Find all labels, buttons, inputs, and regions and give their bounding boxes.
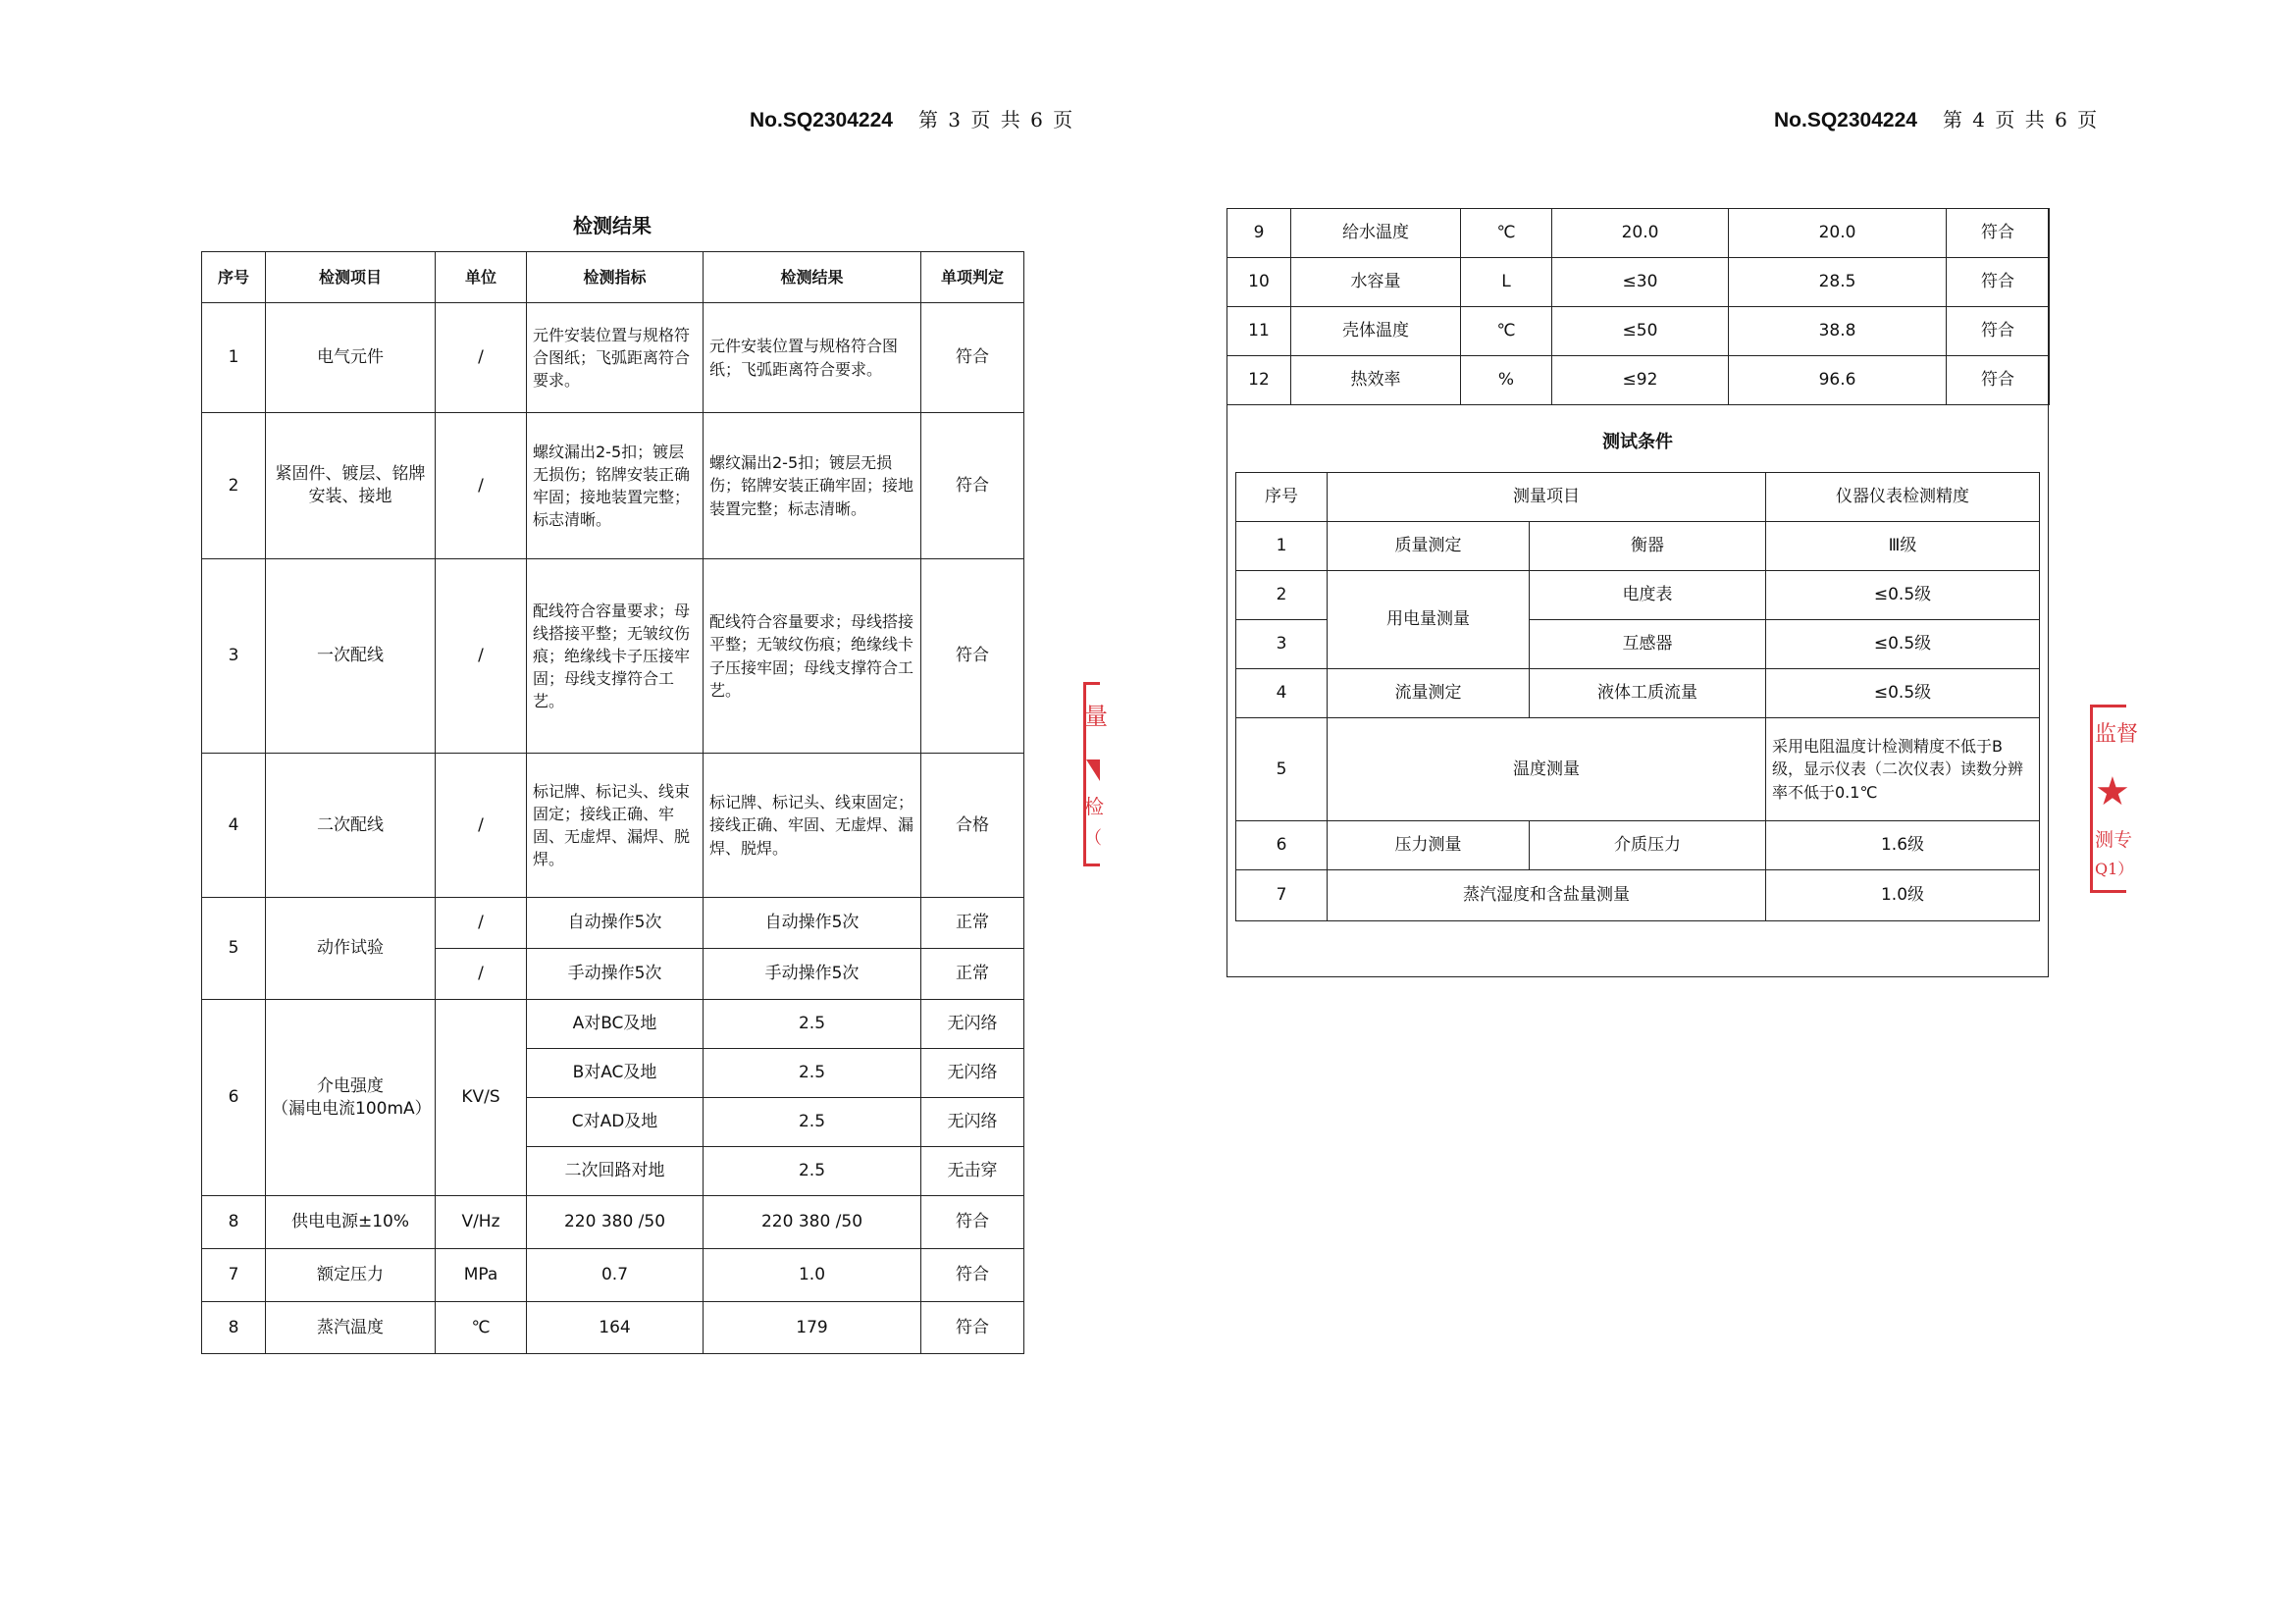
table-row <box>1227 209 2050 258</box>
star-icon <box>1086 759 1100 781</box>
row-result: 1.0 <box>704 1249 921 1302</box>
row-unit: L <box>1461 258 1552 307</box>
row-no: 8 <box>202 1302 266 1354</box>
row-instrument: 互感器 <box>1530 620 1766 669</box>
row-item: 动作试验 <box>266 898 436 1000</box>
row-no: 6 <box>202 1000 266 1196</box>
row-no: 12 <box>1227 356 1291 405</box>
row-item: 给水温度 <box>1291 209 1461 258</box>
row-item: 蒸汽温度 <box>266 1302 436 1354</box>
row-spec: 220 380 /50 <box>527 1196 704 1249</box>
dielectric-note: （漏电电流100mA） <box>272 1098 432 1119</box>
header-cell: 检测结果 <box>704 252 921 303</box>
table-row <box>1227 258 2050 307</box>
stamp-char: （ <box>1084 828 1102 849</box>
row-verdict: 符合 <box>921 1196 1024 1249</box>
row-item: 紧固件、镀层、铭牌安装、接地 <box>266 413 436 559</box>
row-spec: C对AD及地 <box>527 1098 704 1147</box>
table-row <box>202 559 1024 754</box>
results-title: 检测结果 <box>573 214 652 237</box>
row-precision: ≤0.5级 <box>1766 620 2040 669</box>
table-row <box>1236 571 2040 620</box>
row-result: 自动操作5次 <box>704 898 921 949</box>
row-unit: / <box>436 303 527 413</box>
row-verdict: 正常 <box>921 949 1024 1000</box>
row-spec: ≤50 <box>1552 307 1729 356</box>
header-cell: 测量项目 <box>1328 473 1766 522</box>
row-unit: ℃ <box>1461 307 1552 356</box>
row-no: 7 <box>1236 870 1328 921</box>
row-precision: ≤0.5级 <box>1766 669 2040 718</box>
table-row <box>202 754 1024 898</box>
row-result: 配线符合容量要求；母线搭接平整；无皱纹伤痕；绝缘线卡子压接牢固；母线支撑符合工艺。 <box>704 559 921 754</box>
row-spec: 二次回路对地 <box>527 1147 704 1196</box>
row-precision: 1.0级 <box>1766 870 2040 921</box>
row-unit: / <box>436 898 527 949</box>
row-instrument: 介质压力 <box>1530 821 1766 870</box>
stamp-char: Q1） <box>2095 860 2134 878</box>
row-item: 供电电源±10% <box>266 1196 436 1249</box>
row-precision: 采用电阻温度计检测精度不低于B级，显示仪表（二次仪表）读数分辨率不低于0.1℃ <box>1766 718 2040 821</box>
row-no: 3 <box>1236 620 1328 669</box>
row-verdict: 符合 <box>1947 307 2050 356</box>
row-item: 一次配线 <box>266 559 436 754</box>
row-verdict: 符合 <box>1947 209 2050 258</box>
row-item: 流量测定 <box>1328 669 1530 718</box>
row-no: 1 <box>1236 522 1328 571</box>
row-item: 用电量测量 <box>1328 571 1530 669</box>
table-row <box>202 1196 1024 1249</box>
row-precision: Ⅲ级 <box>1766 522 2040 571</box>
row-spec: B对AC及地 <box>527 1049 704 1098</box>
row-instrument: 液体工质流量 <box>1530 669 1766 718</box>
doc-number: No.SQ2304224 <box>1774 109 1917 131</box>
row-verdict: 无闪络 <box>921 1000 1024 1049</box>
row-spec: 0.7 <box>527 1249 704 1302</box>
table-row <box>202 413 1024 559</box>
row-no: 7 <box>202 1249 266 1302</box>
row-item: 额定压力 <box>266 1249 436 1302</box>
row-verdict: 合格 <box>921 754 1024 898</box>
row-no: 9 <box>1227 209 1291 258</box>
row-spec: 螺纹漏出2-5扣；镀层无损伤；铭牌安装正确牢固；接地装置完整；标志清晰。 <box>527 413 704 559</box>
row-no: 1 <box>202 303 266 413</box>
row-result: 手动操作5次 <box>704 949 921 1000</box>
row-item: 压力测量 <box>1328 821 1530 870</box>
table-row <box>202 1000 1024 1049</box>
header-cell: 序号 <box>1236 473 1328 522</box>
results-table <box>201 251 1024 1354</box>
table-row <box>1236 522 2040 571</box>
table-row <box>202 1302 1024 1354</box>
row-precision: 1.6级 <box>1766 821 2040 870</box>
row-unit: KV/S <box>436 1000 527 1196</box>
seal-stamp-right <box>2090 705 2139 893</box>
row-result: 2.5 <box>704 1147 921 1196</box>
doc-number: No.SQ2304224 <box>750 109 893 131</box>
row-no: 11 <box>1227 307 1291 356</box>
row-unit: / <box>436 559 527 754</box>
table-row <box>202 303 1024 413</box>
row-no: 5 <box>1236 718 1328 821</box>
row-verdict: 符合 <box>921 1249 1024 1302</box>
table-row <box>1236 870 2040 921</box>
row-item: 温度测量 <box>1328 718 1766 821</box>
row-spec: 标记牌、标记头、线束固定；接线正确、牢固、无虚焊、漏焊、脱焊。 <box>527 754 704 898</box>
row-unit: % <box>1461 356 1552 405</box>
row-result: 38.8 <box>1729 307 1947 356</box>
table-row <box>1227 307 2050 356</box>
row-no: 6 <box>1236 821 1328 870</box>
header-cell: 检测指标 <box>527 252 704 303</box>
row-verdict: 正常 <box>921 898 1024 949</box>
row-result: 标记牌、标记头、线束固定；接线正确、牢固、无虚焊、漏焊、脱焊。 <box>704 754 921 898</box>
row-item: 蒸汽湿度和含盐量测量 <box>1328 870 1766 921</box>
row-item: 质量测定 <box>1328 522 1530 571</box>
row-no: 10 <box>1227 258 1291 307</box>
row-spec: 元件安装位置与规格符合图纸；飞弧距离符合要求。 <box>527 303 704 413</box>
table-row <box>1236 669 2040 718</box>
row-instrument: 电度表 <box>1530 571 1766 620</box>
row-spec: 配线符合容量要求；母线搭接平整；无皱纹伤痕；绝缘线卡子压接牢固；母线支撑符合工艺。 <box>527 559 704 754</box>
table-row <box>1236 718 2040 821</box>
row-instrument: 衡器 <box>1530 522 1766 571</box>
row-verdict: 无闪络 <box>921 1098 1024 1147</box>
row-unit: / <box>436 754 527 898</box>
row-unit: ℃ <box>436 1302 527 1354</box>
row-result: 元件安装位置与规格符合图纸；飞弧距离符合要求。 <box>704 303 921 413</box>
row-result: 179 <box>704 1302 921 1354</box>
row-item: 二次配线 <box>266 754 436 898</box>
row-verdict: 无击穿 <box>921 1147 1024 1196</box>
row-result: 220 380 /50 <box>704 1196 921 1249</box>
row-item <box>266 1000 436 1196</box>
table-header-row <box>202 252 1024 303</box>
table-header-row <box>1236 473 2040 522</box>
row-verdict: 符合 <box>921 413 1024 559</box>
row-result: 28.5 <box>1729 258 1947 307</box>
row-item: 热效率 <box>1291 356 1461 405</box>
results-table-continued <box>1226 208 2050 405</box>
row-no: 4 <box>1236 669 1328 718</box>
row-spec: ≤30 <box>1552 258 1729 307</box>
stamp-char: 测专 <box>2095 829 2133 851</box>
row-verdict: 无闪络 <box>921 1049 1024 1098</box>
header-cell: 单位 <box>436 252 527 303</box>
table-row <box>202 898 1024 949</box>
row-no: 2 <box>1236 571 1328 620</box>
row-precision: ≤0.5级 <box>1766 571 2040 620</box>
row-result: 2.5 <box>704 1098 921 1147</box>
page-info: 第 4 页 共 6 页 <box>1942 108 2100 131</box>
row-spec: 手动操作5次 <box>527 949 704 1000</box>
row-spec: 自动操作5次 <box>527 898 704 949</box>
table-row <box>1236 821 2040 870</box>
row-result: 螺纹漏出2-5扣；镀层无损伤；铭牌安装正确牢固；接地装置完整；标志清晰。 <box>704 413 921 559</box>
row-unit: / <box>436 949 527 1000</box>
row-spec: ≤92 <box>1552 356 1729 405</box>
header-cell: 序号 <box>202 252 266 303</box>
row-no: 4 <box>202 754 266 898</box>
page-info: 第 3 页 共 6 页 <box>917 108 1075 131</box>
row-verdict: 符合 <box>1947 258 2050 307</box>
conditions-title: 测试条件 <box>1602 432 1673 452</box>
header-cell: 仪器仪表检测精度 <box>1766 473 2040 522</box>
stamp-char: 检 <box>1084 795 1104 818</box>
row-verdict: 符合 <box>921 303 1024 413</box>
star-icon: ★ <box>2095 769 2130 814</box>
page-header-left <box>750 104 1074 132</box>
row-verdict: 符合 <box>921 1302 1024 1354</box>
row-result: 20.0 <box>1729 209 1947 258</box>
row-item: 电气元件 <box>266 303 436 413</box>
table-row <box>1227 356 2050 405</box>
seal-stamp-left <box>1083 682 1108 866</box>
row-item: 水容量 <box>1291 258 1461 307</box>
header-cell: 检测项目 <box>266 252 436 303</box>
row-spec: A对BC及地 <box>527 1000 704 1049</box>
row-result: 2.5 <box>704 1000 921 1049</box>
header-cell: 单项判定 <box>921 252 1024 303</box>
row-unit: ℃ <box>1461 209 1552 258</box>
conditions-table <box>1235 472 2040 921</box>
row-verdict: 符合 <box>921 559 1024 754</box>
row-unit: MPa <box>436 1249 527 1302</box>
row-spec: 20.0 <box>1552 209 1729 258</box>
row-unit: / <box>436 413 527 559</box>
table-row <box>202 1249 1024 1302</box>
row-no: 8 <box>202 1196 266 1249</box>
page-header-right <box>1774 104 2099 132</box>
row-verdict: 符合 <box>1947 356 2050 405</box>
row-item: 壳体温度 <box>1291 307 1461 356</box>
stamp-char: 监督 <box>2095 722 2139 747</box>
row-result: 96.6 <box>1729 356 1947 405</box>
row-no: 2 <box>202 413 266 559</box>
row-unit: V/Hz <box>436 1196 527 1249</box>
row-result: 2.5 <box>704 1049 921 1098</box>
row-no: 3 <box>202 559 266 754</box>
row-spec: 164 <box>527 1302 704 1354</box>
row-no: 5 <box>202 898 266 1000</box>
dielectric-item: 介电强度 <box>317 1075 384 1096</box>
stamp-char: 量 <box>1084 703 1108 730</box>
